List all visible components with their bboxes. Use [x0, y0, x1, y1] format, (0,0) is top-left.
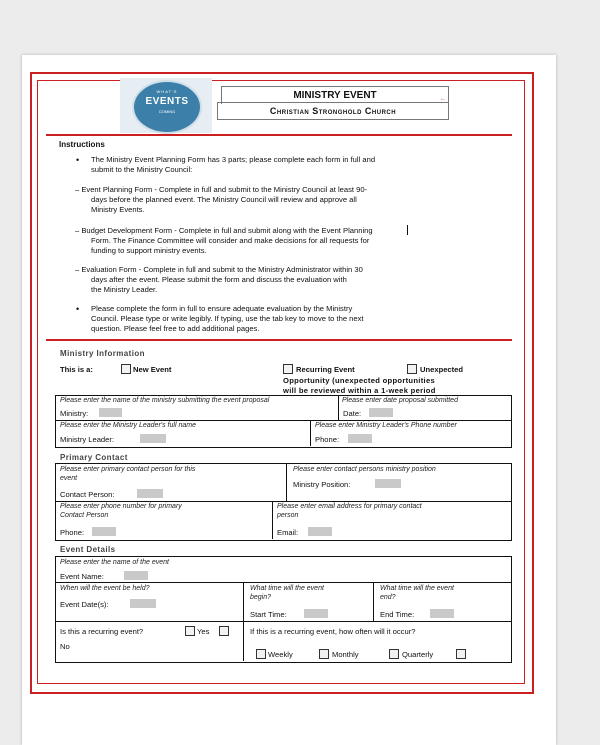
unexpected-desc-2: will be reviewed within a 1-week period [283, 386, 436, 395]
position-hint: Please enter contact persons ministry position [293, 466, 436, 473]
instruction-line: funding to support ministry events. [91, 246, 207, 255]
table-divider [272, 501, 273, 539]
hint-line: What time will the event [250, 585, 324, 592]
hint-line: event [60, 475, 78, 482]
instruction-line: Ministry Events. [91, 205, 145, 214]
recurring-no-label: No [60, 642, 70, 651]
recurring-event-label: Recurring Event [296, 365, 355, 374]
contact-hint [60, 465, 195, 483]
email-field[interactable] [308, 527, 332, 536]
hint-line: Please enter primary contact person for this [60, 466, 196, 473]
other-frequency-checkbox[interactable] [456, 649, 466, 659]
table-divider [373, 582, 374, 622]
logo-main-text: EVENTS [145, 96, 189, 107]
contact-person-field[interactable] [137, 489, 163, 498]
logo-top-text: WHAT'S [156, 89, 178, 94]
weekly-checkbox[interactable] [256, 649, 266, 659]
ministry-field[interactable] [99, 408, 122, 417]
recurring-yes-label: Yes [197, 627, 210, 636]
monthly-checkbox[interactable] [319, 649, 329, 659]
instruction-line: Council. Please type or write legibly. If typing, use the tab key to move to the next [91, 314, 364, 323]
date-submitted-field[interactable] [369, 408, 393, 417]
hint-line: begin? [250, 594, 272, 601]
frequency-question: If this is a recurring event, how often will it occur? [250, 627, 416, 636]
unexpected-label: Unexpected [420, 365, 464, 374]
ministry-hint: Please enter the name of the ministry submitting the event proposal [60, 397, 270, 404]
instruction-item-3 [75, 226, 373, 256]
contact-phone-hint [60, 502, 182, 520]
end-time-hint [380, 584, 454, 602]
instruction-item-4 [75, 265, 363, 295]
bullet-icon: • [76, 155, 80, 165]
event-name-field[interactable] [124, 571, 148, 580]
table-divider [310, 420, 311, 446]
leader-phone-label: Phone: [315, 435, 340, 444]
event-date-hint: When will the event be held? [60, 585, 150, 592]
table-divider [286, 463, 287, 502]
hint-line: Contact Person [60, 512, 109, 519]
email-hint [277, 502, 422, 520]
instruction-line: the Ministry Leader. [91, 285, 158, 294]
leader-hint: Please enter the Ministry Leader's full name [60, 422, 196, 429]
instruction-item-1 [91, 155, 375, 175]
instruction-line: days before the planned event. The Ministry Council will review and approve all [91, 195, 357, 204]
instruction-line: The Ministry Event Planning Form has 3 parts; please complete each form in full and [91, 155, 376, 164]
ministry-label: Ministry: [60, 409, 89, 418]
instruction-line: – Event Planning Form - Complete in full and submit to the Ministry Council at least 90- [75, 185, 368, 194]
ministry-info-heading: Ministry Information [60, 349, 145, 358]
quarterly-label: Quarterly [402, 650, 434, 659]
instruction-line: days after the event. Please submit the form and discuss the evaluation with [91, 275, 347, 284]
logo-bottom-text: COMING [158, 109, 176, 114]
instruction-line: – Evaluation Form - Complete in full and submit to the Ministry Administrator within 30 [75, 265, 363, 274]
instruction-line: question. Please feel free to add additional pages. [91, 324, 260, 333]
recurring-event-checkbox[interactable] [283, 364, 293, 374]
recurring-question: Is this a recurring event? [60, 627, 144, 636]
leader-phone-field[interactable] [348, 434, 372, 443]
events-logo-badge [132, 80, 202, 134]
weekly-label: Weekly [268, 650, 293, 659]
table-divider [55, 582, 511, 583]
instruction-line: – Budget Development Form - Complete in full and submit along with the Event Planning [75, 226, 373, 235]
event-date-label: Event Date(s): [60, 600, 109, 609]
title-marker-icon: ← [440, 96, 446, 102]
events-logo [120, 78, 212, 133]
instruction-item-5 [91, 304, 364, 334]
contact-person-label: Contact Person: [60, 490, 115, 499]
end-time-field[interactable] [430, 609, 454, 618]
event-details-heading: Event Details [60, 545, 116, 554]
event-type-label: This is a: [60, 365, 93, 374]
recurring-no-checkbox[interactable] [219, 626, 229, 636]
start-time-hint [250, 584, 324, 602]
contact-phone-label: Phone: [60, 528, 85, 537]
form-title: MINISTRY EVENT [221, 86, 449, 104]
instruction-item-2 [75, 185, 367, 215]
table-divider [243, 582, 244, 661]
date-submitted-label: Date: [343, 409, 362, 418]
new-event-checkbox[interactable] [121, 364, 131, 374]
unexpected-desc-1: Opportunity (unexpected opportunities [283, 376, 436, 385]
instructions-heading: Instructions [59, 140, 105, 149]
email-label: Email: [277, 528, 299, 537]
primary-contact-heading: Primary Contact [60, 453, 128, 462]
contact-phone-field[interactable] [92, 527, 116, 536]
hint-line: Please enter email address for primary contact [277, 503, 422, 510]
hint-line: Please enter phone number for primary [60, 503, 182, 510]
unexpected-checkbox[interactable] [407, 364, 417, 374]
header-divider [46, 134, 512, 136]
start-time-field[interactable] [304, 609, 328, 618]
start-time-label: Start Time: [250, 610, 287, 619]
end-time-label: End Time: [380, 610, 415, 619]
position-field[interactable] [375, 479, 401, 488]
church-name: Christian Stronghold Church [217, 102, 449, 120]
table-divider [55, 621, 511, 622]
instruction-line: submit to the Ministry Council: [91, 165, 193, 174]
instruction-line: Form. The Finance Committee will consider and make decisions for all requests for [91, 236, 370, 245]
event-date-field[interactable] [130, 599, 156, 608]
instruction-line: Please complete the form in full to ensure adequate evaluation by the Ministry [91, 304, 353, 313]
monthly-label: Monthly [332, 650, 359, 659]
bullet-icon: • [76, 304, 80, 314]
event-name-label: Event Name: [60, 572, 104, 581]
hint-line: end? [380, 594, 396, 601]
title-block [217, 86, 449, 122]
event-name-hint: Please enter the name of the event [60, 559, 169, 566]
instructions-divider [46, 339, 512, 341]
hint-line: What time will the event [380, 585, 454, 592]
table-divider [338, 395, 339, 421]
hint-line: person [277, 512, 299, 519]
leader-phone-hint: Please enter Ministry Leader's Phone number [315, 422, 457, 429]
position-label: Ministry Position: [293, 480, 351, 489]
date-submitted-hint: Please enter date proposal submitted [342, 397, 458, 404]
leader-field[interactable] [140, 434, 166, 443]
text-cursor [407, 225, 408, 235]
new-event-label: New Event [133, 365, 172, 374]
recurring-yes-checkbox[interactable] [185, 626, 195, 636]
leader-label: Ministry Leader: [60, 435, 115, 444]
quarterly-checkbox[interactable] [389, 649, 399, 659]
